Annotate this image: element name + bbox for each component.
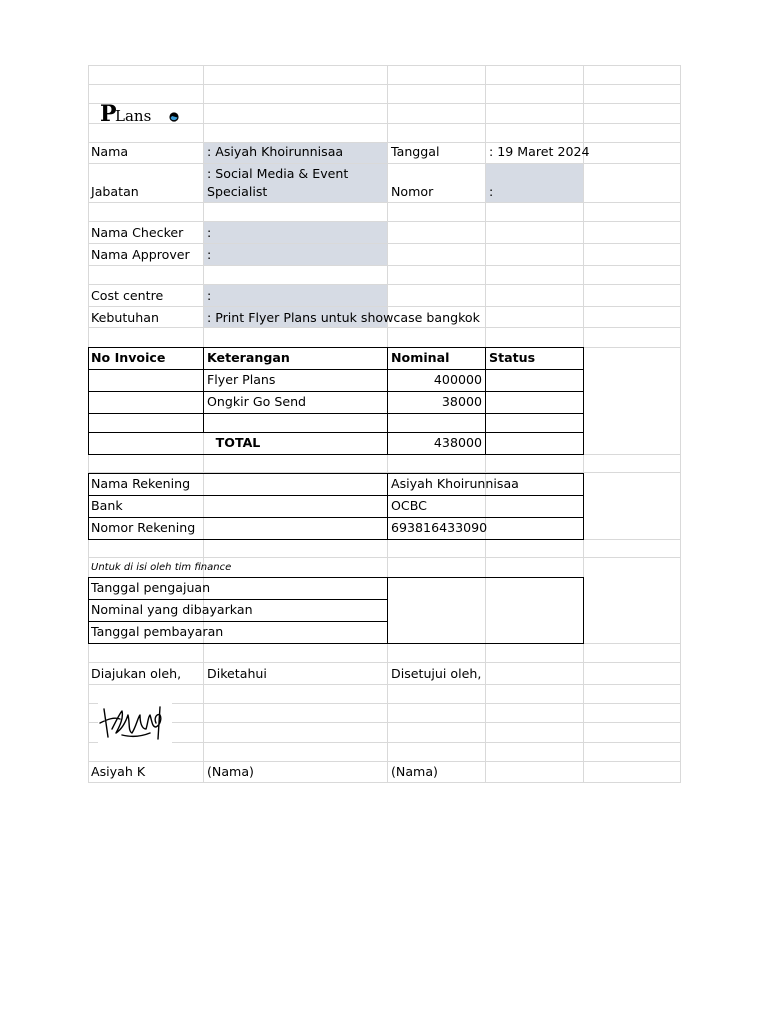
finance-row-tanggal-pembayaran: Tanggal pembayaran bbox=[91, 624, 224, 639]
nomor-value-cell bbox=[486, 164, 583, 202]
nomor-label: Nomor bbox=[391, 184, 434, 199]
cost-centre-value: : bbox=[207, 288, 212, 303]
nama-rekening-value: Asiyah Khoirunnisaa bbox=[391, 476, 519, 491]
planso-logo bbox=[100, 101, 184, 127]
signer-name-3: (Nama) bbox=[391, 764, 438, 779]
finance-row-nominal-dibayarkan: Nominal yang dibayarkan bbox=[91, 602, 253, 617]
kebutuhan-label: Kebutuhan bbox=[91, 310, 159, 325]
approver-label: Nama Approver bbox=[91, 247, 190, 262]
grid-line bbox=[88, 163, 681, 164]
disetujui-label: Disetujui oleh, bbox=[391, 666, 482, 681]
signer-name-2: (Nama) bbox=[207, 764, 254, 779]
nomor-rekening-label: Nomor Rekening bbox=[91, 520, 196, 535]
grid-line bbox=[88, 65, 681, 66]
row1-keterangan: Flyer Plans bbox=[207, 372, 276, 387]
grid-line bbox=[88, 243, 681, 244]
total-value: 438000 bbox=[433, 435, 482, 450]
nama-label: Nama bbox=[91, 144, 129, 159]
svg-text:P: P bbox=[100, 101, 117, 127]
cost-centre-label: Cost centre bbox=[91, 288, 164, 303]
jabatan-value-line1: : Social Media & Event bbox=[207, 166, 349, 181]
nama-value: : Asiyah Khoirunnisaa bbox=[207, 144, 344, 159]
nama-rekening-label: Nama Rekening bbox=[91, 476, 191, 491]
spreadsheet-form bbox=[88, 65, 681, 783]
nomor-value: : bbox=[489, 184, 494, 199]
grid-line bbox=[88, 782, 681, 783]
signer-name-1: Asiyah K bbox=[91, 764, 146, 779]
approver-value: : bbox=[207, 247, 212, 262]
grid-line bbox=[88, 703, 681, 704]
grid-line bbox=[88, 265, 681, 266]
col-header-status: Status bbox=[489, 350, 536, 365]
svg-text:Lans: Lans bbox=[115, 107, 152, 125]
row1-nominal: 400000 bbox=[433, 372, 482, 387]
grid-line bbox=[88, 557, 681, 558]
finance-row-tanggal-pengajuan: Tanggal pengajuan bbox=[91, 580, 211, 595]
bank-value: OCBC bbox=[391, 498, 427, 513]
tanggal-value: : 19 Maret 2024 bbox=[489, 144, 590, 159]
tanggal-label: Tanggal bbox=[391, 144, 440, 159]
grid-line bbox=[680, 65, 681, 783]
jabatan-label: Jabatan bbox=[91, 184, 139, 199]
row2-keterangan: Ongkir Go Send bbox=[207, 394, 307, 409]
grid-line bbox=[88, 761, 681, 762]
grid-line bbox=[88, 221, 681, 222]
diketahui-label: Diketahui bbox=[207, 666, 267, 681]
grid-line bbox=[88, 202, 681, 203]
row2-nominal: 38000 bbox=[441, 394, 482, 409]
grid-line bbox=[88, 306, 681, 307]
diajukan-label: Diajukan oleh, bbox=[91, 666, 182, 681]
grid-line bbox=[88, 142, 681, 143]
col-header-keterangan: Keterangan bbox=[207, 350, 290, 365]
grid-line bbox=[88, 722, 681, 723]
total-label: TOTAL bbox=[215, 435, 261, 450]
checker-label: Nama Checker bbox=[91, 225, 184, 240]
kebutuhan-value: : Print Flyer Plans untuk showcase bangkok bbox=[207, 310, 480, 325]
grid-line bbox=[88, 284, 681, 285]
finance-note: Untuk di isi oleh tim finance bbox=[91, 562, 232, 573]
bank-label: Bank bbox=[91, 498, 123, 513]
grid-line bbox=[88, 684, 681, 685]
grid-line bbox=[88, 742, 681, 743]
nomor-rekening-value: 693816433090 bbox=[391, 520, 488, 535]
grid-line bbox=[88, 84, 681, 85]
handwritten-signature bbox=[98, 699, 172, 745]
checker-value: : bbox=[207, 225, 212, 240]
jabatan-value-line2: Specialist bbox=[207, 184, 268, 199]
col-header-no-invoice: No Invoice bbox=[91, 350, 166, 365]
col-header-nominal: Nominal bbox=[391, 350, 450, 365]
grid-line bbox=[88, 327, 681, 328]
grid-line bbox=[88, 662, 681, 663]
